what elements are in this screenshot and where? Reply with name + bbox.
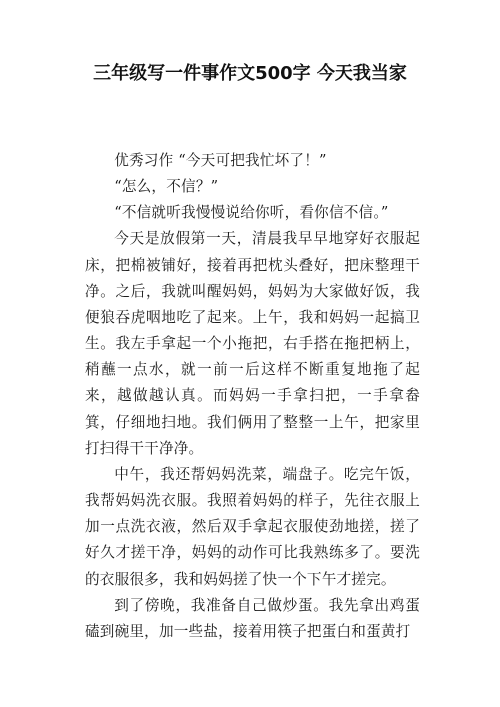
paragraph: 到了傍晚，我准备自己做炒蛋。我先拿出鸡蛋磕到碗里，加一些盐，接着用筷子把蛋白和蛋黄打 <box>85 596 420 640</box>
paragraph: 今天是放假第一天，清晨我早早地穿好衣服起床，把棉被铺好，接着再把枕头叠好，把床整理干净。之后，我就叫醒妈妈，妈妈为大家做好饭，我便狼吞虎咽地吃了起来。上午，我和妈妈一起搞卫生。我左手拿起一个小拖把，右手搭在拖把柄上，稍蘸一点水，就一前一后这样不断重复地拖了起来，越做越认真。而妈妈一手拿扫把，一手拿畚箕，仔细地扫地。我们俩用了整整一上午，把家里打扫得干干净净。 <box>85 230 420 457</box>
document-title: 三年级写一件事作文500字 今天我当家 <box>93 63 407 84</box>
paragraph: “怎么，不信？” <box>114 178 219 196</box>
paragraph: 优秀习作 “今天可把我忙坏了！” <box>114 152 327 169</box>
paragraph: “不信就听我慢慢说给你听，看你信不信。” <box>114 204 389 222</box>
document-body <box>85 148 420 645</box>
paragraph: 中午，我还帮妈妈洗菜，端盘子。吃完午饭，我帮妈妈洗衣服。我照着妈妈的样子，先往衣服上加一点洗衣液，然后双手拿起衣服使劲地搓，搓了好久才搓干净，妈妈的动作可比我熟练多了。要洗的衣服很多，我和妈妈搓了快一个下午才搓完。 <box>85 465 420 588</box>
